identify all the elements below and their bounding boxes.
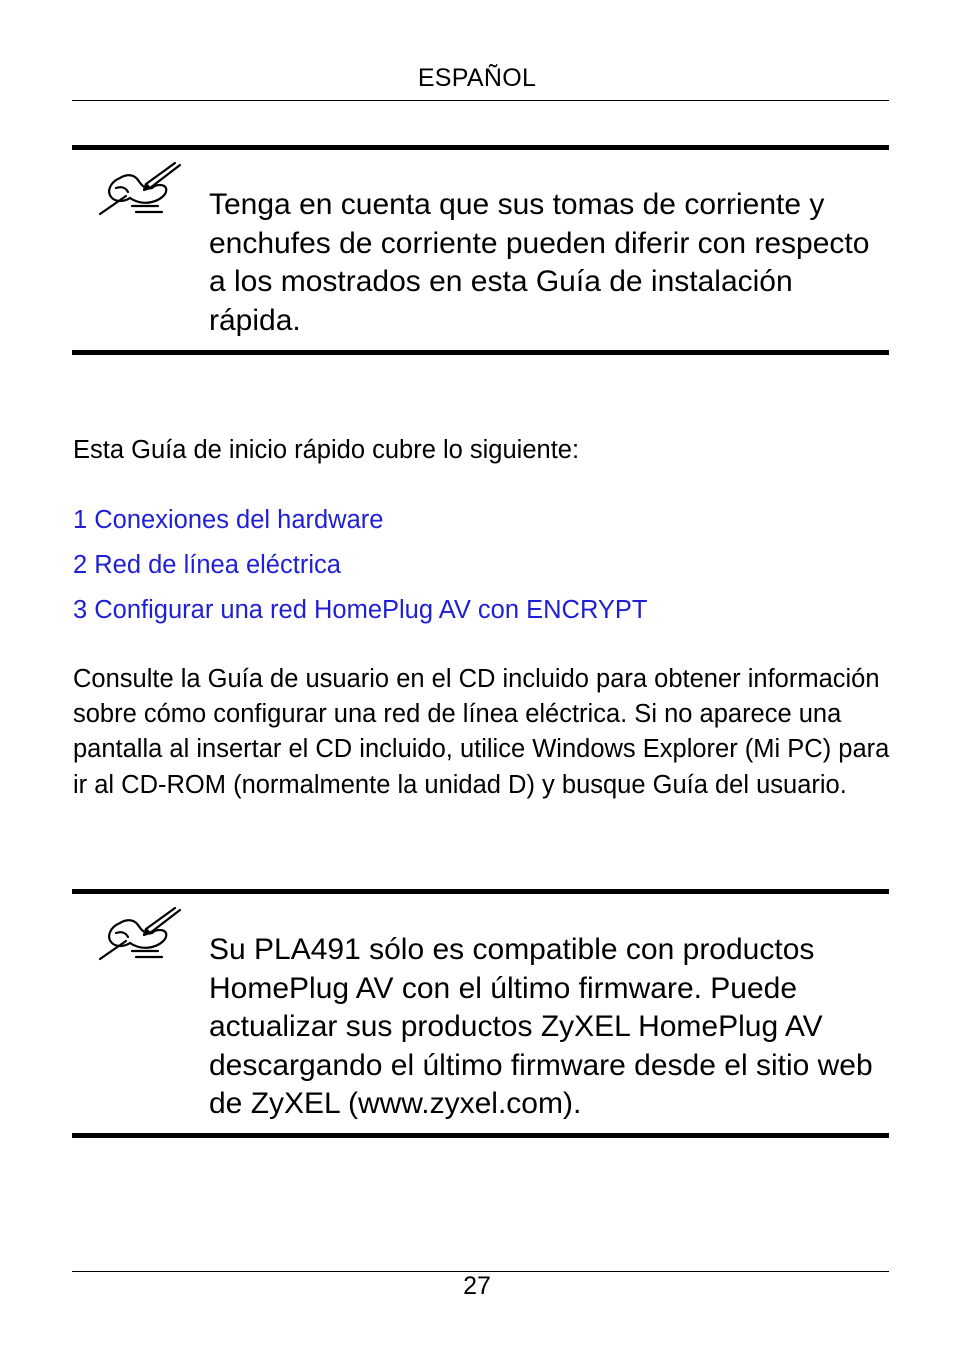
note-text: Tenga en cuenta que sus tomas de corriente y enchufes de corriente pueden diferir con respecto a los mostrados en esta Guía de instalación rápida. — [209, 188, 870, 337]
toc-link-hardware[interactable]: 1 Conexiones del hardware — [73, 506, 384, 534]
note-bottom-rule — [72, 350, 889, 355]
pencil-hand-icon — [96, 907, 182, 963]
note-text: Su PLA491 sólo es compatible con productos HomePlug AV con el último firmware. Puede actualizar sus productos ZyXEL HomePlug AV descargando el último firmware desde el sitio web de ZyXEL (www.zyxel.com). — [209, 933, 873, 1120]
note-top-rule — [72, 145, 889, 150]
intro-text: Esta Guía de inicio rápido cubre lo siguiente: — [73, 436, 580, 464]
note-bottom-rule — [72, 1133, 889, 1138]
toc-link-encrypt[interactable]: 3 Configurar una red HomePlug AV con ENCRYPT — [73, 596, 648, 624]
user-guide-paragraph: Consulte la Guía de usuario en el CD incluido para obtener información sobre cómo configurar una red de línea eléctrica. Si no aparece una pantalla al insertar el CD incluido, utilice Windows Explorer (Mi PC) para ir al CD-ROM (normalmente la unidad D) y busque Guía del usuario. — [73, 665, 890, 799]
section-title: ESPAÑOL — [417, 64, 537, 92]
page-number: 27 — [463, 1272, 491, 1300]
note-top-rule — [72, 889, 889, 894]
toc-link-powerline[interactable]: 2 Red de línea eléctrica — [73, 551, 341, 579]
pencil-hand-icon — [96, 162, 182, 218]
header-divider — [72, 100, 889, 101]
